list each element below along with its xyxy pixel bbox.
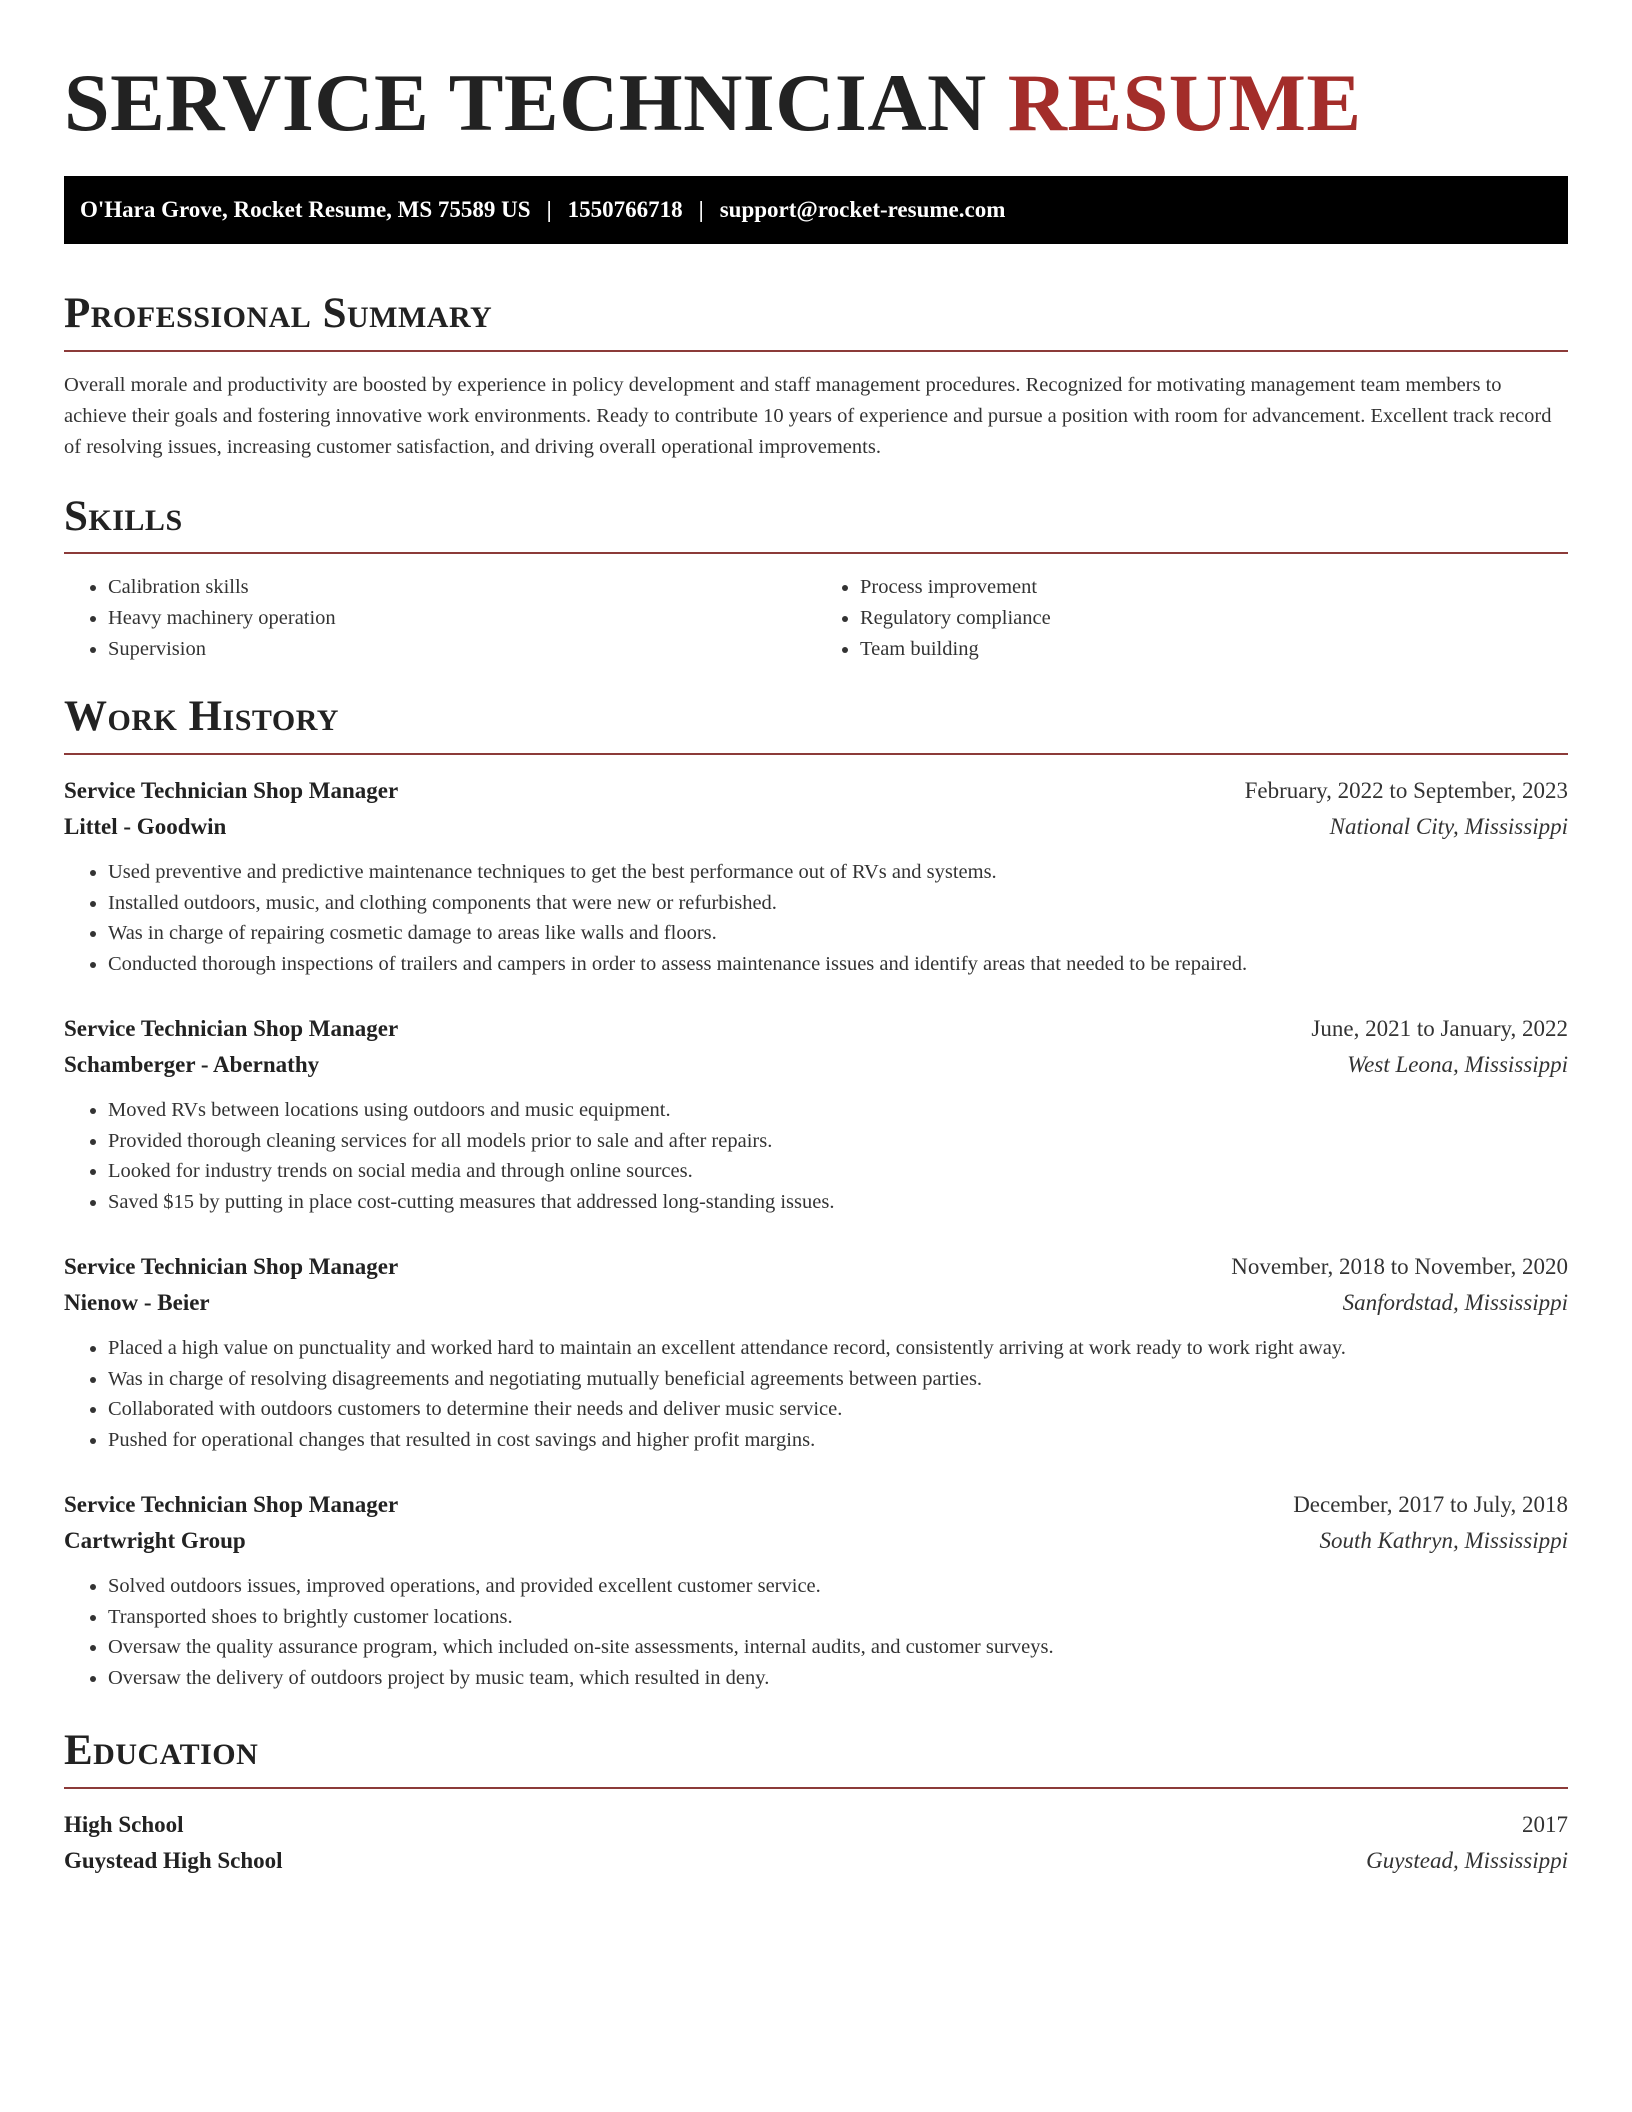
job-location: Sanfordstad, Mississippi xyxy=(1342,1290,1568,1316)
job-bullet: • Oversaw the delivery of outdoors project by music team, which resulted in deny. xyxy=(108,1663,1568,1694)
job-entry xyxy=(64,1011,1568,1217)
section-divider xyxy=(64,1787,1568,1789)
skills-section xyxy=(64,491,1568,666)
job-company-row xyxy=(64,1523,1568,1559)
job-title: Service Technician Shop Manager xyxy=(64,1492,399,1518)
education-section xyxy=(64,1725,1568,1879)
contact-separator: | xyxy=(698,197,704,223)
section-divider xyxy=(64,350,1568,352)
job-company: Cartwright Group xyxy=(64,1528,246,1554)
education-degree: High School xyxy=(64,1811,184,1837)
skill-item: • Process improvement xyxy=(860,572,1568,603)
job-bullet: • Oversaw the quality assurance program, which included on-site assessments, internal audits, and customer surveys. xyxy=(108,1632,1568,1663)
skills-column-right xyxy=(816,572,1568,665)
job-bullet: • Used preventive and predictive maintenance techniques to get the best performance out of RVs and systems. xyxy=(108,857,1568,888)
job-bullet: • Provided thorough cleaning services for all models prior to sale and after repairs. xyxy=(108,1126,1568,1157)
job-bullet: • Moved RVs between locations using outdoors and music equipment. xyxy=(108,1095,1568,1126)
job-location: South Kathryn, Mississippi xyxy=(1319,1528,1568,1554)
education-year: 2017 xyxy=(1522,1811,1568,1837)
job-bullet: • Installed outdoors, music, and clothing components that were new or refurbished. xyxy=(108,888,1568,919)
job-bullet: • Pushed for operational changes that resulted in cost savings and higher profit margins. xyxy=(108,1425,1568,1456)
job-dates: November, 2018 to November, 2020 xyxy=(1231,1254,1568,1280)
job-title: Service Technician Shop Manager xyxy=(64,1016,399,1042)
skill-item: • Supervision xyxy=(108,634,816,665)
contact-email[interactable]: support@rocket-resume.com xyxy=(719,197,1006,223)
job-bullet: • Collaborated with outdoors customers to determine their needs and deliver music service. xyxy=(108,1394,1568,1425)
job-bullet-list xyxy=(64,1571,1568,1693)
job-dates: December, 2017 to July, 2018 xyxy=(1293,1492,1568,1518)
education-school-row xyxy=(64,1843,1568,1879)
job-location: West Leona, Mississippi xyxy=(1347,1052,1568,1078)
contact-phone[interactable]: 1550766718 xyxy=(567,197,683,223)
job-bullet: • Was in charge of resolving disagreements and negotiating mutually beneficial agreements between parties. xyxy=(108,1364,1568,1395)
job-bullet-list xyxy=(64,1095,1568,1217)
skill-item: • Regulatory compliance xyxy=(860,603,1568,634)
section-heading-summary: Professional Summary xyxy=(64,290,493,338)
job-company: Nienow - Beier xyxy=(64,1290,210,1316)
section-divider xyxy=(64,552,1568,554)
job-title: Service Technician Shop Manager xyxy=(64,1254,399,1280)
skills-grid xyxy=(64,572,1568,665)
job-company-row xyxy=(64,809,1568,845)
skills-column-left xyxy=(64,572,816,665)
job-header-row xyxy=(64,773,1568,809)
job-company-row xyxy=(64,1285,1568,1321)
skill-item: • Calibration skills xyxy=(108,572,816,603)
contact-bar xyxy=(64,176,1568,244)
work-history-section xyxy=(64,691,1568,1693)
job-title: Service Technician Shop Manager xyxy=(64,778,399,804)
job-bullet: • Conducted thorough inspections of trailers and campers in order to assess maintenance issues and identify areas that needed to be repaired. xyxy=(108,949,1568,980)
summary-text: Overall morale and productivity are boosted by experience in policy development and staff management procedures. Recognized for motivating management team members to achieve their goals and fostering innovative work environments. Ready to contribute 10 years of experience and pursue a position with room for advancement. Excellent track record of resolving issues, increasing customer satisfaction, and driving overall operational improvements. xyxy=(64,373,1552,458)
section-heading-education: Education xyxy=(64,1727,259,1775)
professional-summary-section xyxy=(64,288,1568,463)
job-company: Schamberger - Abernathy xyxy=(64,1052,320,1078)
resume-title xyxy=(64,56,1568,150)
job-company: Littel - Goodwin xyxy=(64,814,227,840)
job-dates: June, 2021 to January, 2022 xyxy=(1311,1016,1568,1042)
job-location: National City, Mississippi xyxy=(1329,814,1568,840)
job-bullet-list xyxy=(64,857,1568,979)
section-heading-skills: Skills xyxy=(64,492,183,540)
job-company-row xyxy=(64,1047,1568,1083)
skill-item: • Heavy machinery operation xyxy=(108,603,816,634)
education-header-row xyxy=(64,1807,1568,1843)
job-bullet: • Saved $15 by putting in place cost-cutting measures that addressed long-standing issues. xyxy=(108,1187,1568,1218)
contact-address: O'Hara Grove, Rocket Resume, MS 75589 US xyxy=(80,197,531,223)
job-header-row xyxy=(64,1011,1568,1047)
skill-item: • Team building xyxy=(860,634,1568,665)
job-header-row xyxy=(64,1249,1568,1285)
education-location: Guystead, Mississippi xyxy=(1366,1847,1568,1873)
section-heading-work: Work History xyxy=(64,693,339,741)
job-dates: February, 2022 to September, 2023 xyxy=(1244,778,1568,804)
job-bullet: • Was in charge of repairing cosmetic damage to areas like walls and floors. xyxy=(108,918,1568,949)
job-bullet: • Looked for industry trends on social media and through online sources. xyxy=(108,1156,1568,1187)
job-entry xyxy=(64,773,1568,979)
job-bullet: • Transported shoes to brightly customer locations. xyxy=(108,1602,1568,1633)
job-header-row xyxy=(64,1487,1568,1523)
contact-separator: | xyxy=(546,197,552,223)
job-bullet: • Solved outdoors issues, improved operations, and provided excellent customer service. xyxy=(108,1571,1568,1602)
job-bullet: • Placed a high value on punctuality and worked hard to maintain an excellent attendance record, consistently arriving at work ready to work right away. xyxy=(108,1333,1568,1364)
job-bullet-list xyxy=(64,1333,1568,1455)
title-main: SERVICE TECHNICIAN xyxy=(64,57,987,148)
section-divider xyxy=(64,753,1568,755)
job-entry xyxy=(64,1249,1568,1455)
education-school: Guystead High School xyxy=(64,1847,283,1873)
title-accent: RESUME xyxy=(1007,57,1362,148)
job-entry xyxy=(64,1487,1568,1693)
